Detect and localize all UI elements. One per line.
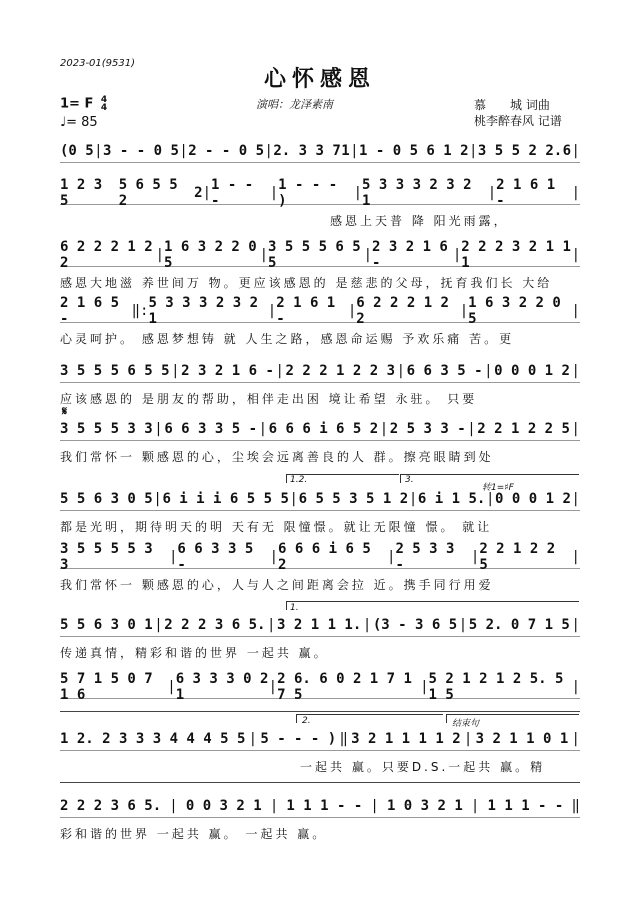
lyric-line: 感恩大地滋 养世间万 物。更应该感恩的 是慈悲的父母，抚育我们长 大给 [60, 276, 553, 290]
note-group: 2 2 2 1 2 2 3 [285, 363, 396, 379]
note-group: 2 2 2 3 6 5. [60, 798, 162, 814]
note-group: 1 - 0 5 6 1 2 [359, 143, 469, 159]
key-change-label: 转1=♯F [482, 483, 514, 493]
note-group: 5 5 6 3 0 1 [60, 617, 153, 633]
note-group: 5 6 5 5 2 [118, 177, 178, 209]
barline: | [202, 185, 211, 201]
time-numerator: 4 [100, 95, 108, 105]
barline: | [171, 363, 180, 379]
note-group: 6 6 3 3 5 - [164, 421, 258, 437]
notation-line [60, 177, 581, 209]
barline: | [169, 798, 178, 814]
ending-3-label: 3. [405, 475, 414, 485]
note-group: 1 1 1 - - [487, 798, 564, 814]
note-group: 0 0 0 1 2 [495, 491, 571, 507]
barline: | [571, 421, 580, 437]
barline: | [485, 491, 495, 507]
barline: | [275, 363, 284, 379]
note-group: 1 0 3 2 1 [386, 798, 463, 814]
lyric-line: 彩和谐的世界 一起共 赢。 一起共 赢。 [60, 827, 328, 841]
notation-line [60, 795, 580, 818]
barline: | [571, 363, 580, 379]
notation-line [60, 488, 580, 511]
note-group: 6 i 1 5. [417, 491, 486, 507]
lyric-line: 心灵呵护。 感恩梦想铸 就 人生之路，感恩命运赐 予欢乐痛 苦。更 [60, 332, 515, 346]
barline: | [154, 617, 163, 633]
barline: | [248, 731, 258, 747]
barline: | [387, 549, 396, 565]
barline: | [179, 143, 188, 159]
barline: | [379, 421, 389, 437]
ending-bracket [296, 714, 443, 723]
note-group: 6 6 6 i 6 5 2 [278, 541, 371, 573]
note-group: 3 2 1 1 0 1 [475, 731, 569, 747]
ending-bracket [286, 474, 399, 483]
note-group: 3 - - 0 5 [103, 143, 179, 159]
barline: | [167, 679, 176, 695]
note-group: 0 0 0 1 2 [494, 363, 570, 379]
note-group: 1 2. 2 3 3 3 4 4 4 5 5 [60, 731, 246, 747]
notation-line [60, 418, 580, 441]
barline: | [267, 303, 277, 319]
note-group: 2 2 1 2 2 5 [479, 541, 556, 573]
barline: | [347, 303, 357, 319]
note-group: 2 1 6 1 - [276, 295, 336, 327]
note-group: 6 [562, 143, 572, 159]
ending-bracket [400, 474, 579, 483]
barline: | [396, 363, 406, 379]
barline: | [94, 143, 103, 159]
note-group: 1 [341, 143, 350, 159]
note-group: 1 - - - [211, 177, 254, 209]
note-group: 5 7 1 5 0 7 1 6 [60, 671, 153, 703]
note-group: 2 [194, 185, 203, 201]
barline: | [571, 303, 580, 319]
note-group: 6 6 6 i 6 5 2 [268, 421, 379, 437]
barline: | [571, 491, 580, 507]
note-group: 6 6 3 3 5 - [177, 541, 254, 573]
barline: ‖ [571, 798, 580, 814]
note-group: 5 2. 0 7 1 5 [468, 617, 570, 633]
barline: | [571, 185, 581, 201]
note-group: 0 0 3 2 1 [185, 798, 262, 814]
ending-1-label: 1. [290, 603, 299, 613]
barline: | [470, 549, 480, 565]
barline: | [353, 185, 362, 201]
barline: | [168, 549, 178, 565]
barline: | [484, 363, 493, 379]
barline: | [289, 491, 298, 507]
barline: | [458, 617, 468, 633]
note-group: 2 2 2 3 2 1 1 1 [461, 239, 571, 271]
staff-divider [60, 711, 580, 712]
lyric-line: 传递真情，精彩和谐的世界 一起共 赢。 [60, 646, 329, 660]
note-group: 6 2 2 2 1 2 2 [60, 239, 153, 271]
tempo-marking: ♩= 85 [60, 115, 98, 130]
note-group: 2. 3 3 7 [273, 143, 341, 159]
note-group: 2 6. 6 0 2 1 7 1 7 5 [277, 671, 412, 703]
note-group: 2 3 2 1 6 - [372, 239, 448, 271]
note-group: (3 - 3 6 5 [372, 617, 458, 633]
notation-line [60, 239, 580, 271]
barline: | [258, 421, 268, 437]
barline: | [269, 185, 279, 201]
note-group: 2 1 6 5 - [60, 295, 120, 327]
staff-divider [60, 782, 580, 783]
note-group: 6 3 3 3 0 2 1 [175, 671, 269, 703]
barline: ‖: [131, 303, 149, 319]
note-group: 5 3 3 3 2 3 2 1 [362, 177, 472, 209]
barline: | [155, 247, 164, 263]
notation-line [60, 140, 580, 163]
barline: | [487, 185, 497, 201]
barline: | [571, 143, 580, 159]
note-group: 1 1 1 - - [286, 798, 363, 814]
note-group: 5 2 1 2 1 2 5. 5 1 5 [428, 671, 564, 703]
barline: | [571, 549, 580, 565]
lyric-line: 都是光明，期待明天的明 天有无 限憧憬。就让无限憧 憬。 就让 [60, 520, 493, 534]
ending-bracket [446, 714, 579, 723]
time-signature [101, 96, 107, 112]
notation-line [60, 360, 580, 383]
barline: | [408, 491, 418, 507]
ending-2-label: 2. [302, 716, 311, 726]
note-group: 2 1 6 1 - [496, 177, 556, 209]
barline: | [370, 798, 379, 814]
barline: | [470, 798, 480, 814]
barline: | [571, 679, 580, 695]
note-group: 3 2 1 1 1 1 2 [351, 731, 461, 747]
barline: | [268, 679, 278, 695]
note-group: 5 5 6 3 0 5 [60, 491, 153, 507]
note-group: (0 5 [60, 143, 94, 159]
lyricist-credit: 慕 城 词曲 [474, 98, 550, 112]
coda-label: 结束句 [452, 719, 480, 729]
note-group: 2 - - 0 5 [188, 143, 265, 159]
note-group: 3 5 5 5 6 5 5 [60, 363, 170, 379]
note-group: 1 2 3 5 [60, 177, 103, 209]
time-denominator: 4 [100, 103, 108, 113]
ending-1-2-label: 1.2. [290, 475, 308, 485]
lyric-line: 感恩上天普 降 阳光雨露， [330, 214, 509, 228]
barline: | [467, 421, 476, 437]
note-group: 3 2 1 1 1. [277, 617, 362, 633]
note-group: 3 5 5 5 6 5 5 [268, 239, 361, 271]
note-group: 1 - - - ) [278, 177, 338, 209]
note-group: 6 5 5 3 5 1 2 [298, 491, 409, 507]
note-group: 2 2 2 3 6 5. [164, 617, 266, 633]
key-label: 1= F [60, 96, 94, 112]
note-group: 3 5 5 5 3 3 [60, 421, 153, 437]
segno-icon: 𝄋 [62, 404, 68, 418]
barline: | [571, 731, 580, 747]
barline: | [571, 247, 580, 263]
barline: | [463, 731, 473, 747]
note-group: 2 2 1 2 2 5 [477, 421, 570, 437]
singer-credit: 演唱：龙泽素南 [256, 98, 333, 111]
barline: | [350, 143, 359, 159]
note-group: 6 2 2 2 1 2 2 [356, 295, 449, 327]
barline: ‖ [339, 731, 348, 747]
lyric-line: 我们常怀一 颗感恩的心，人与人之间距离会拉 近。携手同行用爱 [60, 578, 494, 592]
document-id: 2023-01(9531) [60, 58, 136, 69]
barline: | [459, 303, 469, 319]
barline: | [571, 617, 580, 633]
note-group: 2 5 3 3 - [389, 421, 466, 437]
note-group: 2 5 3 3 - [395, 541, 455, 573]
barline: | [452, 247, 462, 263]
note-group: 5 3 3 3 2 3 2 1 [148, 295, 259, 327]
notation-line [60, 614, 580, 637]
lyric-line: 一起共 赢。只要D.S.一起共 赢。精 [300, 760, 546, 774]
note-group: 1 6 3 2 2 0 5 [468, 295, 561, 327]
note-group: 5 - - - ) [260, 731, 337, 747]
barline: | [420, 679, 429, 695]
notation-line [60, 541, 580, 573]
note-group: 3 5 5 2 2. [477, 143, 563, 159]
note-group: 6 6 3 5 - [406, 363, 483, 379]
ending-bracket [286, 601, 579, 610]
transcriber-credit: 桃李醉春风 记谱 [474, 114, 562, 128]
barline: | [363, 247, 372, 263]
lyric-line: 应该感恩的 是朋友的帮助，相伴走出困 境让希望 永驻。 只要 [60, 392, 478, 406]
note-group: 2 3 2 1 6 - [181, 363, 274, 379]
barline: | [267, 617, 276, 633]
lyric-line: 我们常怀一 颗感恩的心，尘埃会远离善良的人 群。擦亮眼睛到处 [60, 450, 494, 464]
barline: | [269, 798, 279, 814]
barline: | [362, 617, 372, 633]
note-group: 1 6 3 2 2 0 5 [164, 239, 257, 271]
barline: | [259, 247, 268, 263]
barline: | [269, 549, 279, 565]
key-signature [60, 96, 107, 112]
notation-line [60, 728, 580, 751]
notation-line [60, 671, 580, 703]
barline: | [469, 143, 478, 159]
barline: | [153, 491, 162, 507]
barline: | [264, 143, 273, 159]
note-group: 6 i i i 6 5 5 5 [162, 491, 289, 507]
note-group: 3 5 5 5 5 3 3 [60, 541, 153, 573]
notation-line [60, 295, 580, 327]
barline: | [154, 421, 163, 437]
song-title: 心怀感恩 [263, 67, 376, 92]
